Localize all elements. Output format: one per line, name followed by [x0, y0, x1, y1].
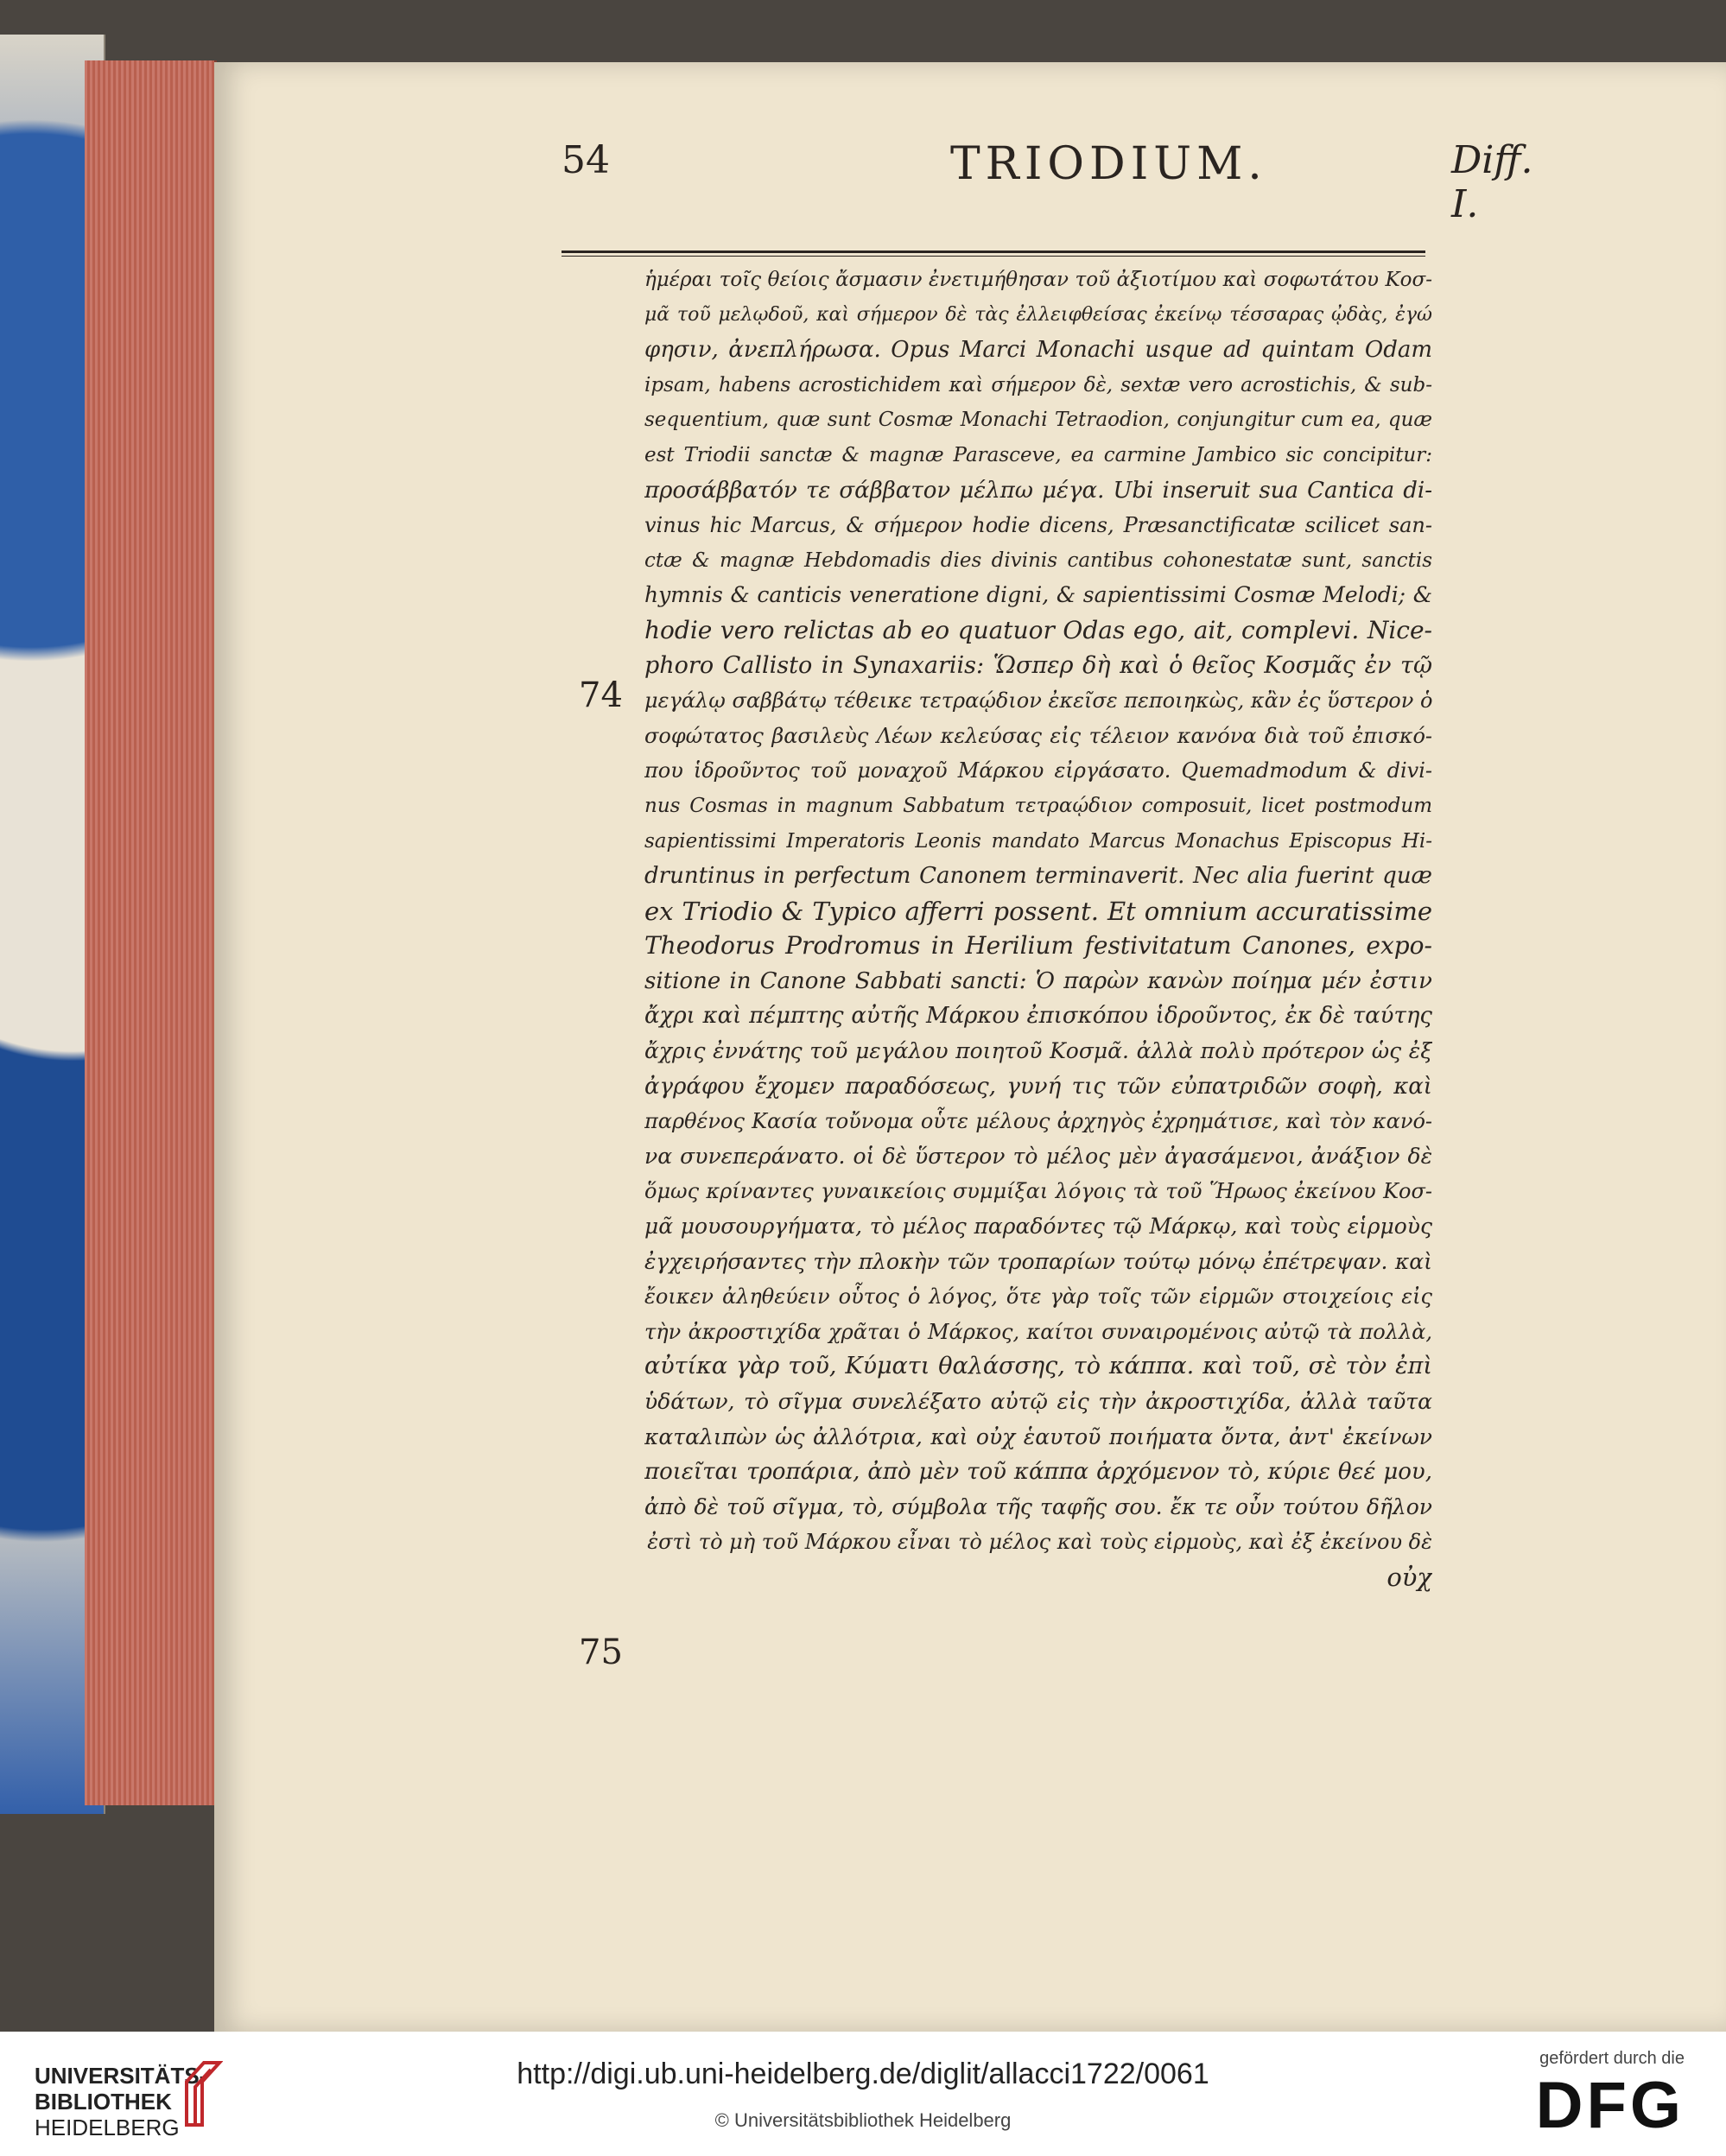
header-rule-thin: [562, 256, 1425, 257]
text-line: druntinus in perfectum Canonem terminaverit. Nec alia fuerint quæ: [644, 863, 1432, 890]
text-line: ἐγχειρήσαντες τὴν πλοκὴν τῶν τροπαρίων τούτῳ μόνῳ ἐπέτρεψαν. καὶ: [644, 1248, 1432, 1274]
text-line: καταλιπὼν ὡς ἀλλότρια, καὶ οὐχ ἑαυτοῦ ποιήματα ὄντα, ἀντ' ἐκείνων: [644, 1424, 1432, 1449]
text-line: ἄχρις ἐννάτης τοῦ μεγάλου ποιητοῦ Κοσμᾶ. ἀλλὰ πολὺ πρότερον ὡς ἐξ: [644, 1038, 1432, 1064]
text-line: να συνεπεράνατο. οἱ δὲ ὕστερον τὸ μέλος μὲν ἀγασάμενοι, ἀνάξιον δὲ: [644, 1143, 1432, 1169]
library-name-line: UNIVERSITÄTS-: [35, 2063, 207, 2089]
text-line: vinus hic Marcus, & σήμερον hodie dicens, Præsanctificatæ scilicet san-: [644, 513, 1432, 538]
page-number: 54: [562, 138, 610, 182]
text-line: ὅμως κρίναντες γυναικείοις συμμίξαι λόγοις τὰ τοῦ Ἥρωος ἐκείνου Κοσ-: [644, 1179, 1432, 1204]
text-line: ἐστὶ τὸ μὴ τοῦ Μάρκου εἶναι τὸ μέλος καὶ τοὺς εἱρμοὺς, καὶ ἐξ ἐκείνου δὲ: [647, 1530, 1432, 1555]
copyright-notice: © Universitätsbibliothek Heidelberg: [714, 2109, 1012, 2131]
running-header: [346, 138, 1533, 226]
library-name-line: HEIDELBERG: [35, 2115, 180, 2140]
library-name-line: BIBLIOTHEK: [35, 2089, 172, 2115]
dfg-logo[interactable]: DFG: [1535, 2069, 1685, 2142]
text-line: ctæ & magnæ Hebdomadis dies divinis cantibus cohonestatæ sunt, sanctis: [644, 549, 1432, 572]
text-line: μᾶ τοῦ μελῳδοῦ, καὶ σήμερον δὲ τὰς ἐλλειφθείσας ἐκείνῳ τέσσαρας ᾠδὰς, ἐγώ: [644, 303, 1432, 326]
text-line: phoro Callisto in Synaxariis: Ὥσπερ δὴ καὶ ὁ θεῖος Κοσμᾶς ἐν τῷ: [644, 651, 1432, 679]
text-line: hymnis & canticis veneratione digni, & sapientissimi Cosmæ Melodi; &: [644, 582, 1432, 608]
text-line: ex Triodio & Typico afferri possent. Et omnium accuratissime: [644, 896, 1432, 926]
permalink[interactable]: http://digi.ub.uni-heidelberg.de/diglit/allacci1722/0061: [517, 2058, 1209, 2090]
text-line: sequentium, quæ sunt Cosmæ Monachi Tetraodion, conjungitur cum ea, quæ: [644, 409, 1432, 432]
text-line: ἀπὸ δὲ τοῦ σῖγμα, τὸ, σύμβολα τῆς ταφῆς σου. ἔκ τε οὖν τούτου δῆλον: [644, 1493, 1432, 1519]
page-edges: [85, 60, 217, 1805]
text-line: που ἱδροῦντος τοῦ μοναχοῦ Μάρκου εἰργάσατο. Quemadmodum & divi-: [644, 758, 1432, 783]
viewer-footer: [0, 2032, 1726, 2156]
section-label: Diff. I.: [1451, 138, 1533, 226]
text-line: ipsam, habens acrostichidem καὶ σήμερον δὲ, sextæ vero acrostichis, & sub-: [644, 373, 1432, 396]
text-line: hodie vero relictas ab eo quatuor Odas ego, ait, complevi. Nice-: [644, 615, 1432, 644]
text-line: ὑδάτων, τὸ σῖγμα συνελέξατο αὐτῷ εἰς τὴν ἀκροστιχίδα, ἀλλὰ ταῦτα: [644, 1389, 1432, 1414]
text-line: Theodorus Prodromus in Herilium festivitatum Canones, expo-: [644, 931, 1432, 961]
text-line: μεγάλῳ σαββάτῳ τέθεικε τετραῴδιον ἐκεῖσε πεποιηκὼς, κἂν ἐς ὕστερον ὁ: [644, 688, 1432, 713]
text-line: αὐτίκα γὰρ τοῦ, Κύματι θαλάσσης, τὸ κάππα. καὶ τοῦ, σὲ τὸν ἐπὶ: [644, 1353, 1432, 1380]
margin-note: 74: [579, 675, 623, 715]
text-line: ἀγράφου ἔχομεν παραδόσεως, γυνή τις τῶν εὐπατριδῶν σοφὴ, καὶ: [644, 1073, 1432, 1100]
text-line: μᾶ μουσουργήματα, τὸ μέλος παραδόντες τῷ Μάρκῳ, καὶ τοὺς εἱρμοὺς: [644, 1214, 1432, 1240]
text-body: [644, 263, 1432, 1595]
margin-note: 75: [579, 1633, 623, 1672]
text-line: ἔοικεν ἀληθεύειν οὗτος ὁ λόγος, ὅτε γὰρ τοῖς τῶν εἱρμῶν στοιχείοις εἰς: [644, 1284, 1432, 1309]
running-title: TRIODIUM.: [950, 138, 1267, 190]
funding-label: gefördert durch die: [1539, 2049, 1685, 2068]
text-line: ἄχρι καὶ πέμπτης αὐτῆς Μάρκου ἐπισκόπου ἱδροῦντος, ἐκ δὲ ταύτης: [644, 1003, 1432, 1030]
text-line: nus Cosmas in magnum Sabbatum τετραῴδιον composuit, licet postmodum: [644, 794, 1432, 817]
catchword: οὐχ: [1387, 1562, 1432, 1592]
text-line: ποιεῖται τροπάρια, ἀπὸ μὲν τοῦ κάππα ἀρχόμενον τὸ, κύριε θεέ μου,: [644, 1459, 1432, 1486]
text-line: ἡμέραι τοῖς θείοις ἄσμασιν ἐνετιμήθησαν τοῦ ἀξιοτίμου καὶ σοφωτάτου Κοσ-: [644, 269, 1432, 291]
text-line: τὴν ἀκροστιχίδα χρᾶται ὁ Μάρκος, καίτοι συναιρομένοις αὐτῷ τὰ πολλὰ,: [644, 1319, 1432, 1344]
text-line: προσάββατόν τε σάββατον μέλπω μέγα. Ubi inseruit sua Cantica di-: [644, 477, 1432, 504]
header-rule: [562, 250, 1425, 253]
text-line: sitione in Canone Sabbati sancti: Ὁ παρὼν κανὼν ποίημα μέν ἐστιν: [644, 967, 1432, 994]
text-line: sapientissimi Imperatoris Leonis mandato Marcus Monachus Episcopus Hi-: [644, 829, 1432, 853]
text-line: φησιν, ἀνεπλήρωσα. Opus Marci Monachi usque ad quintam Odam: [644, 337, 1432, 364]
text-line: παρθένος Κασία τοὔνομα οὗτε μέλους ἀρχηγὸς ἐχρημάτισε, καὶ τὸν κανό-: [644, 1109, 1432, 1134]
text-line: est Triodii sanctæ & magnæ Parasceve, ea carmine Jambico sic concipitur:: [644, 443, 1432, 466]
text-line: σοφώτατος βασιλεὺς Λέων κελεύσας εἰς τέλειον κανόνα διὰ τοῦ ἐπισκό-: [644, 723, 1432, 748]
